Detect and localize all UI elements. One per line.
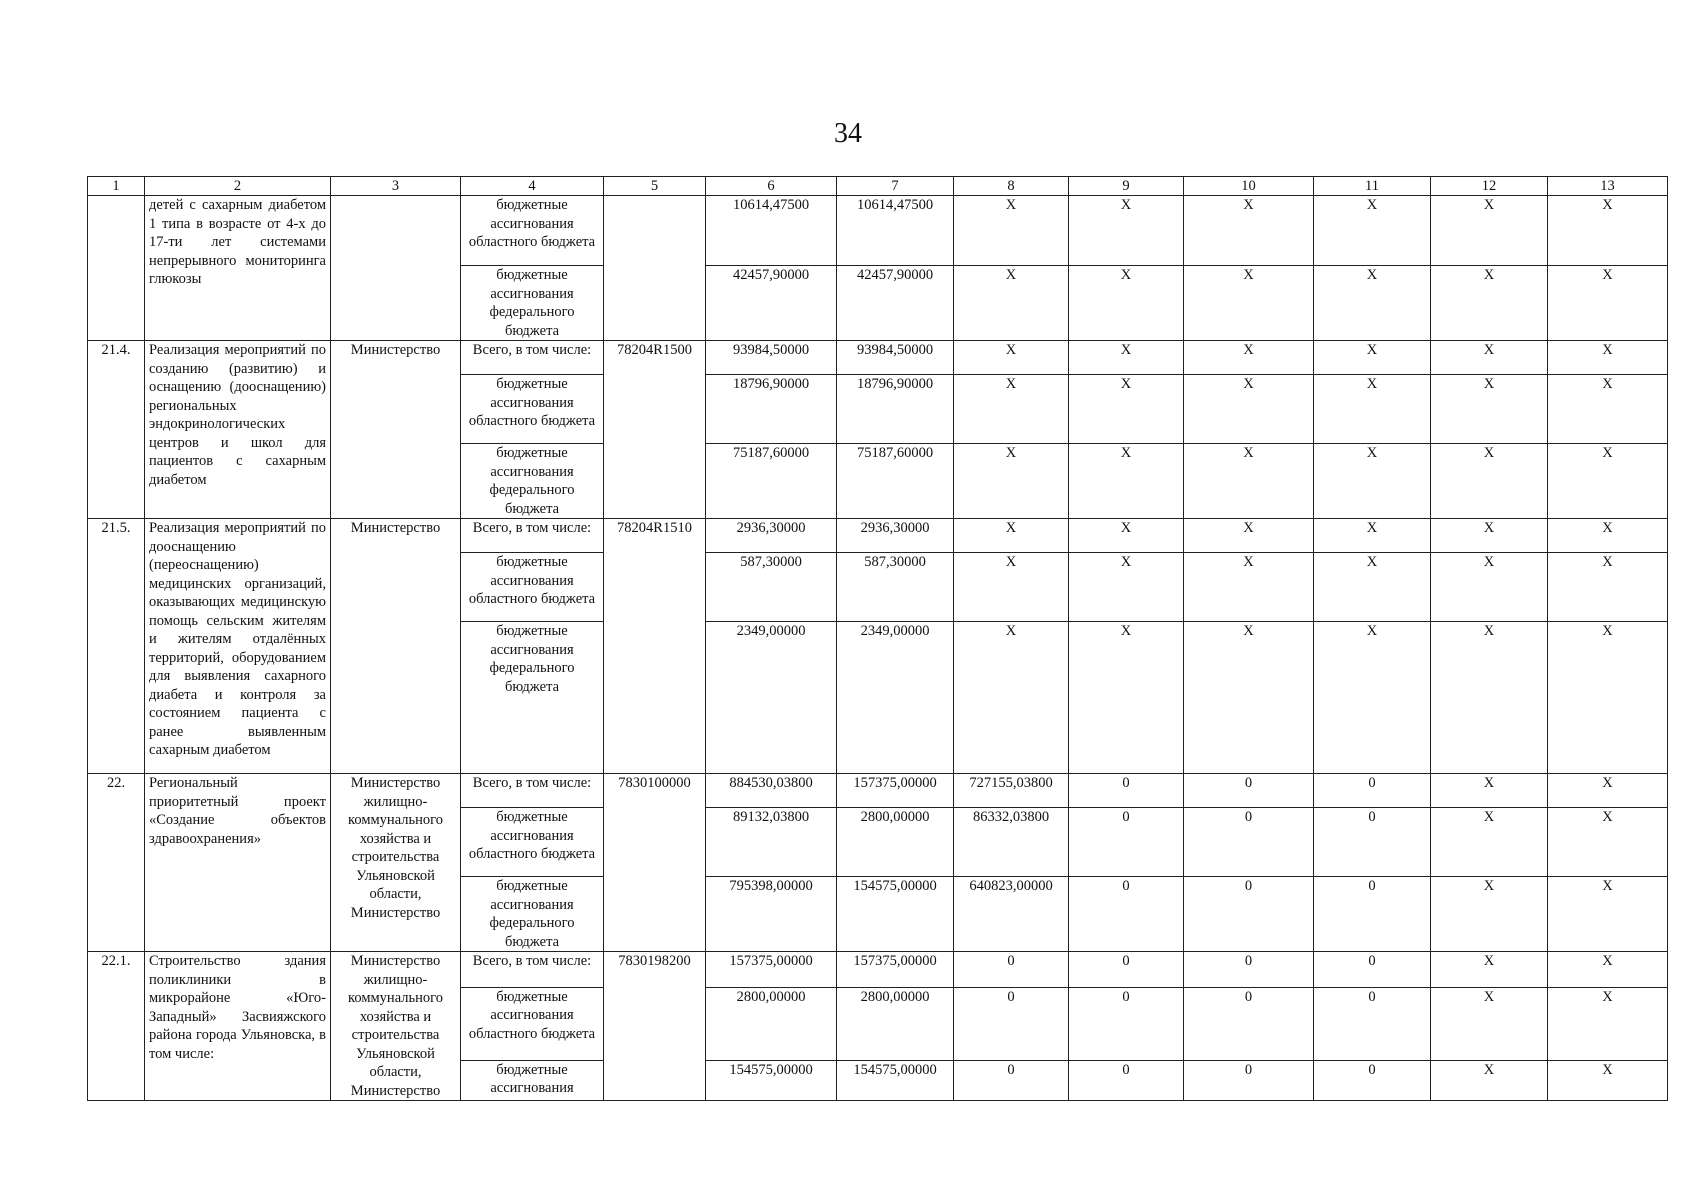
funding-type-cell: бюджетные ассигнования областного бюджета — [461, 375, 604, 444]
x-mark-cell: X — [1431, 877, 1548, 952]
amount-cell: 0 — [1314, 877, 1431, 952]
amount-cell: 154575,00000 — [837, 1060, 954, 1100]
x-mark-cell: X — [1314, 519, 1431, 553]
x-mark-cell: X — [1069, 444, 1184, 519]
x-mark-cell: X — [1548, 808, 1668, 877]
x-mark-cell: X — [1431, 341, 1548, 375]
amount-cell: 0 — [1184, 877, 1314, 952]
x-mark-cell: X — [954, 266, 1069, 341]
column-number-cell: 3 — [331, 177, 461, 196]
budget-code-cell: 7830198200 — [604, 952, 706, 1101]
amount-cell: 10614,47500 — [706, 196, 837, 266]
amount-cell: 0 — [1314, 1060, 1431, 1100]
column-number-cell: 12 — [1431, 177, 1548, 196]
funding-type-cell: бюджетные ассигнования областного бюджета — [461, 987, 604, 1060]
column-number-cell: 5 — [604, 177, 706, 196]
table-row — [88, 952, 1668, 988]
amount-cell: 587,30000 — [837, 553, 954, 622]
column-number-cell: 4 — [461, 177, 604, 196]
page-number: 34 — [834, 118, 862, 149]
executor-cell: Министерство — [331, 341, 461, 519]
x-mark-cell: X — [954, 341, 1069, 375]
amount-cell: 2936,30000 — [837, 519, 954, 553]
amount-cell: 157375,00000 — [837, 952, 954, 988]
amount-cell: 587,30000 — [706, 553, 837, 622]
x-mark-cell: X — [1069, 553, 1184, 622]
amount-cell: 0 — [1069, 987, 1184, 1060]
amount-cell: 0 — [1069, 877, 1184, 952]
amount-cell: 2800,00000 — [706, 987, 837, 1060]
column-number-cell: 2 — [145, 177, 331, 196]
x-mark-cell: X — [1548, 341, 1668, 375]
x-mark-cell: X — [1314, 622, 1431, 774]
x-mark-cell: X — [1069, 266, 1184, 341]
x-mark-cell: X — [1069, 375, 1184, 444]
x-mark-cell: X — [1184, 519, 1314, 553]
item-number-cell: 22.1. — [88, 952, 145, 1101]
x-mark-cell: X — [1548, 196, 1668, 266]
amount-cell: 0 — [1314, 952, 1431, 988]
amount-cell: 0 — [1069, 952, 1184, 988]
x-mark-cell: X — [1314, 444, 1431, 519]
table-row — [88, 341, 1668, 375]
amount-cell: 884530,03800 — [706, 774, 837, 808]
column-number-cell: 13 — [1548, 177, 1668, 196]
funding-type-cell: бюджетные ассигнования федерального бюджета — [461, 266, 604, 341]
amount-cell: 0 — [1184, 1060, 1314, 1100]
amount-cell: 93984,50000 — [706, 341, 837, 375]
amount-cell: 2800,00000 — [837, 987, 954, 1060]
item-number-cell: 21.4. — [88, 341, 145, 519]
x-mark-cell: X — [1069, 196, 1184, 266]
x-mark-cell: X — [1184, 622, 1314, 774]
x-mark-cell: X — [954, 196, 1069, 266]
x-mark-cell: X — [1548, 622, 1668, 774]
x-mark-cell: X — [1314, 266, 1431, 341]
amount-cell: 0 — [1314, 774, 1431, 808]
item-name-cell: Региональный приоритетный проект «Создание объектов здравоохранения» — [145, 774, 331, 952]
x-mark-cell: X — [1184, 196, 1314, 266]
amount-cell: 2800,00000 — [837, 808, 954, 877]
amount-cell: 0 — [1184, 952, 1314, 988]
amount-cell: 75187,60000 — [837, 444, 954, 519]
amount-cell: 154575,00000 — [837, 877, 954, 952]
executor-cell — [331, 196, 461, 341]
item-number-cell: 22. — [88, 774, 145, 952]
x-mark-cell: X — [1548, 553, 1668, 622]
amount-cell: 86332,03800 — [954, 808, 1069, 877]
column-number-cell: 7 — [837, 177, 954, 196]
x-mark-cell: X — [1548, 877, 1668, 952]
column-number-cell: 9 — [1069, 177, 1184, 196]
x-mark-cell: X — [1431, 375, 1548, 444]
header-row — [88, 177, 1668, 196]
amount-cell: 75187,60000 — [706, 444, 837, 519]
funding-type-cell: бюджетные ассигнования федерального бюджета — [461, 622, 604, 774]
amount-cell: 0 — [1069, 1060, 1184, 1100]
amount-cell: 2349,00000 — [706, 622, 837, 774]
amount-cell: 0 — [1184, 774, 1314, 808]
x-mark-cell: X — [1548, 519, 1668, 553]
amount-cell: 10614,47500 — [837, 196, 954, 266]
amount-cell: 0 — [1314, 987, 1431, 1060]
funding-type-cell: Всего, в том числе: — [461, 774, 604, 808]
executor-cell: Министерство жилищно-коммунального хозяйства и строительства Ульяновской области, Министерство — [331, 952, 461, 1101]
item-number-cell: 21.5. — [88, 519, 145, 774]
item-name-cell: Реализация мероприятий по созданию (развитию) и оснащению (дооснащению) региональных эндокринологических центров и школ для пациентов с сахарным диабетом — [145, 341, 331, 519]
x-mark-cell: X — [1548, 952, 1668, 988]
funding-type-cell: Всего, в том числе: — [461, 952, 604, 988]
x-mark-cell: X — [1431, 774, 1548, 808]
column-number-cell: 6 — [706, 177, 837, 196]
amount-cell: 640823,00000 — [954, 877, 1069, 952]
column-number-cell: 8 — [954, 177, 1069, 196]
executor-cell: Министерство жилищно-коммунального хозяйства и строительства Ульяновской области, Министерство — [331, 774, 461, 952]
x-mark-cell: X — [1431, 519, 1548, 553]
x-mark-cell: X — [1314, 341, 1431, 375]
x-mark-cell: X — [1184, 444, 1314, 519]
x-mark-cell: X — [954, 444, 1069, 519]
amount-cell: 154575,00000 — [706, 1060, 837, 1100]
x-mark-cell: X — [1069, 622, 1184, 774]
amount-cell: 2349,00000 — [837, 622, 954, 774]
x-mark-cell: X — [1314, 196, 1431, 266]
x-mark-cell: X — [1184, 553, 1314, 622]
x-mark-cell: X — [1069, 341, 1184, 375]
x-mark-cell: X — [954, 375, 1069, 444]
amount-cell: 18796,90000 — [837, 375, 954, 444]
x-mark-cell: X — [1548, 444, 1668, 519]
x-mark-cell: X — [1431, 987, 1548, 1060]
item-name-cell: Строительство здания поликлиники в микрорайоне «Юго-Западный» Засвияжского района города Ульяновска, в том числе: — [145, 952, 331, 1101]
x-mark-cell: X — [954, 622, 1069, 774]
amount-cell: 0 — [954, 987, 1069, 1060]
amount-cell: 18796,90000 — [706, 375, 837, 444]
x-mark-cell: X — [1431, 1060, 1548, 1100]
table-row — [88, 519, 1668, 553]
funding-type-cell: бюджетные ассигнования областного бюджета — [461, 553, 604, 622]
amount-cell: 93984,50000 — [837, 341, 954, 375]
budget-code-cell: 78204R1500 — [604, 341, 706, 519]
column-number-cell: 11 — [1314, 177, 1431, 196]
amount-cell: 2936,30000 — [706, 519, 837, 553]
amount-cell: 0 — [1314, 808, 1431, 877]
x-mark-cell: X — [1184, 375, 1314, 444]
item-name-cell: Реализация мероприятий по дооснащению (переоснащению) медицинских организаций, оказывающих медицинскую помощь сельским жителям и жителям отдалённых территорий, оборудованием для выявления сахарного диабета и контроля за состоянием пациента с ранее выявленным сахарным диабетом — [145, 519, 331, 774]
column-number-cell: 1 — [88, 177, 145, 196]
amount-cell: 0 — [1184, 808, 1314, 877]
x-mark-cell: X — [1314, 375, 1431, 444]
table-row — [88, 774, 1668, 808]
x-mark-cell: X — [1431, 952, 1548, 988]
amount-cell: 727155,03800 — [954, 774, 1069, 808]
amount-cell: 157375,00000 — [706, 952, 837, 988]
amount-cell: 0 — [1069, 774, 1184, 808]
budget-code-cell — [604, 196, 706, 341]
x-mark-cell: X — [1431, 808, 1548, 877]
amount-cell: 42457,90000 — [706, 266, 837, 341]
amount-cell: 0 — [954, 952, 1069, 988]
x-mark-cell: X — [954, 553, 1069, 622]
x-mark-cell: X — [1431, 196, 1548, 266]
x-mark-cell: X — [1548, 375, 1668, 444]
x-mark-cell: X — [1314, 553, 1431, 622]
x-mark-cell: X — [1548, 774, 1668, 808]
x-mark-cell: X — [1184, 266, 1314, 341]
x-mark-cell: X — [1069, 519, 1184, 553]
budget-code-cell: 7830100000 — [604, 774, 706, 952]
funding-type-cell: бюджетные ассигнования областного бюджета — [461, 196, 604, 266]
x-mark-cell: X — [1431, 622, 1548, 774]
x-mark-cell: X — [1548, 266, 1668, 341]
funding-type-cell: Всего, в том числе: — [461, 519, 604, 553]
amount-cell: 42457,90000 — [837, 266, 954, 341]
x-mark-cell: X — [954, 519, 1069, 553]
funding-type-cell: бюджетные ассигнования областного бюджета — [461, 808, 604, 877]
x-mark-cell: X — [1548, 1060, 1668, 1100]
amount-cell: 0 — [1069, 808, 1184, 877]
amount-cell: 0 — [954, 1060, 1069, 1100]
funding-type-cell: бюджетные ассигнования федерального бюджета — [461, 877, 604, 952]
amount-cell: 795398,00000 — [706, 877, 837, 952]
funding-type-cell: бюджетные ассигнования — [461, 1060, 604, 1100]
amount-cell: 0 — [1184, 987, 1314, 1060]
x-mark-cell: X — [1431, 266, 1548, 341]
amount-cell: 157375,00000 — [837, 774, 954, 808]
funding-type-cell: Всего, в том числе: — [461, 341, 604, 375]
column-number-cell: 10 — [1184, 177, 1314, 196]
x-mark-cell: X — [1548, 987, 1668, 1060]
executor-cell: Министерство — [331, 519, 461, 774]
item-name-cell: детей с сахарным диабетом 1 типа в возрасте от 4-х до 17-ти лет системами непрерывного мониторинга глюкозы — [145, 196, 331, 341]
funding-type-cell: бюджетные ассигнования федерального бюджета — [461, 444, 604, 519]
x-mark-cell: X — [1431, 553, 1548, 622]
x-mark-cell: X — [1184, 341, 1314, 375]
x-mark-cell: X — [1431, 444, 1548, 519]
amount-cell: 89132,03800 — [706, 808, 837, 877]
budget-code-cell: 78204R1510 — [604, 519, 706, 774]
item-number-cell — [88, 196, 145, 341]
budget-table — [87, 176, 1668, 1101]
table-row — [88, 196, 1668, 266]
